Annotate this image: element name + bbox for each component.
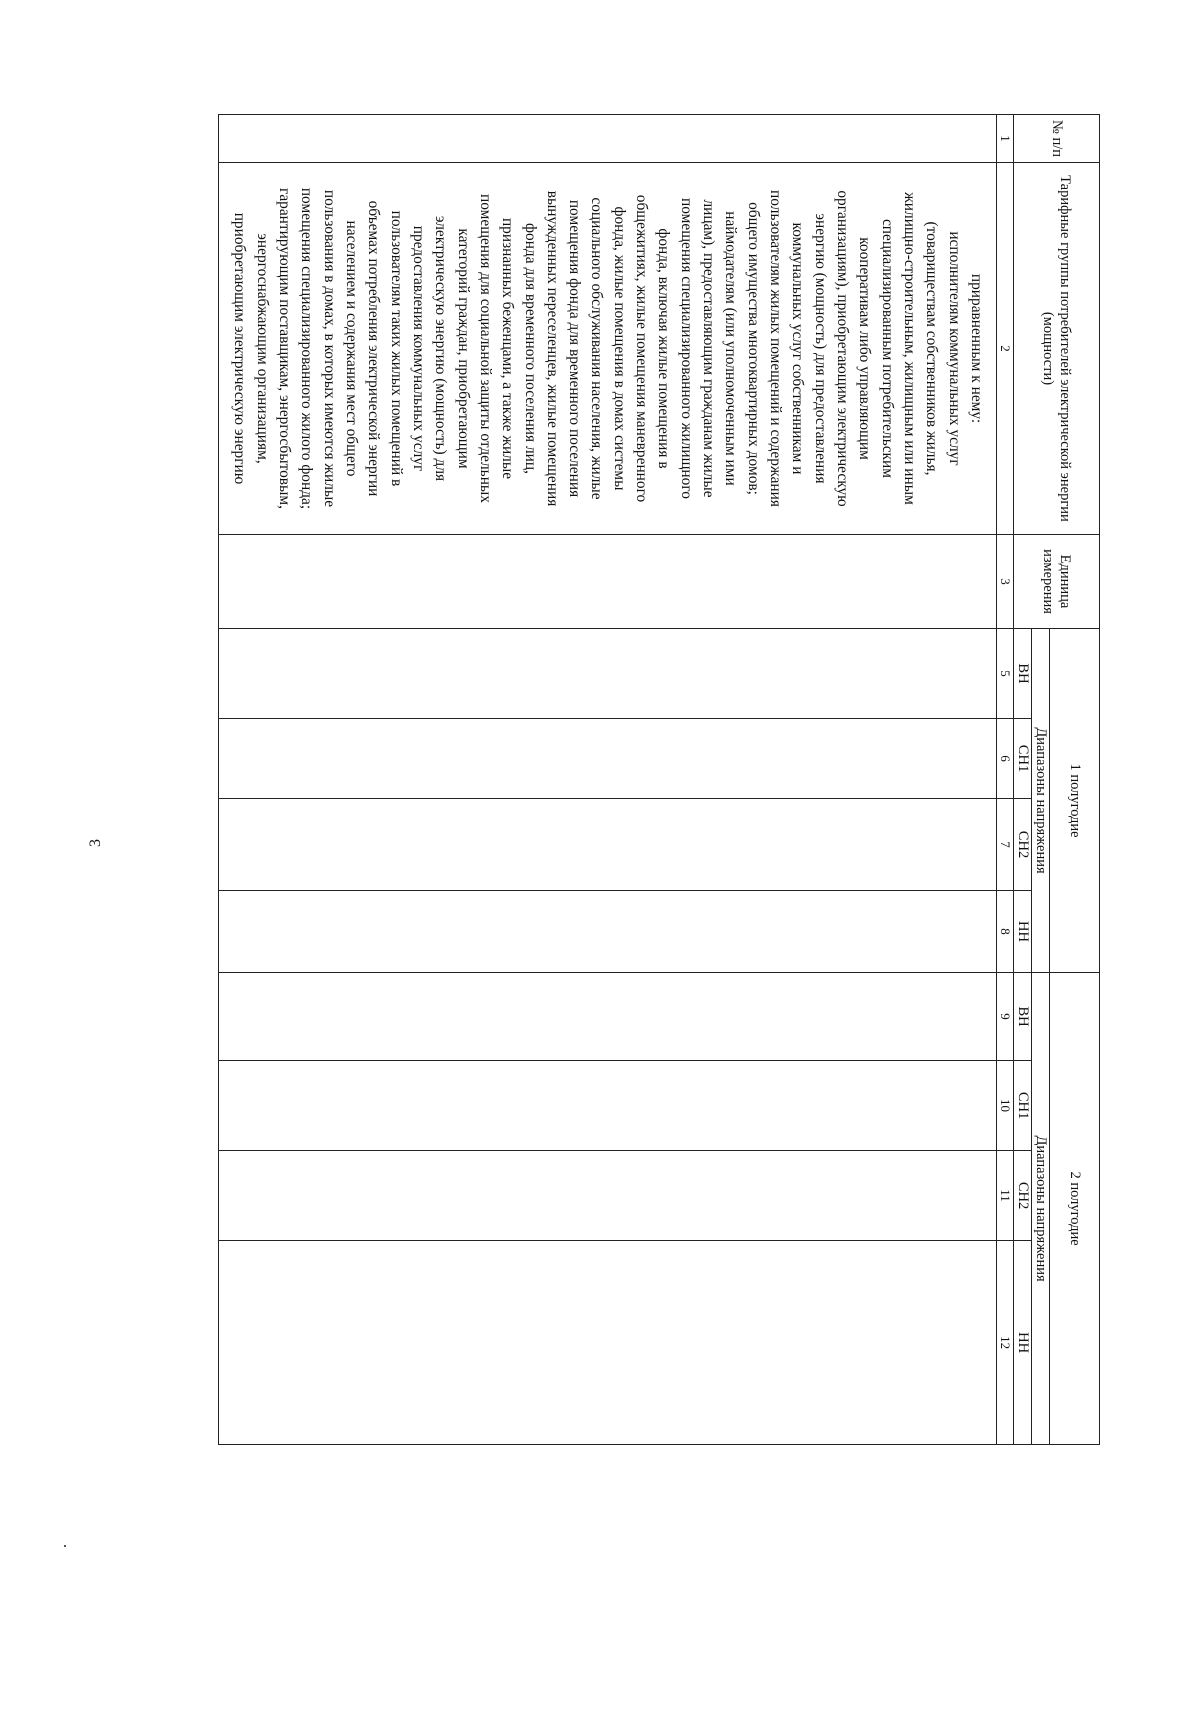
col-number: 12 [997,1241,1014,1445]
group-text-line: общежитиях, жилые помещения маневренного [633,194,651,503]
group-text-line: общего имущества многоквартирных домов; [744,202,762,495]
group-text-line: пользования в домах, в которых имеются жилые [320,189,338,508]
group-text-line: предоставления коммунальных услуг [409,225,427,472]
col-number: 11 [997,1151,1014,1241]
value-cell [219,1241,997,1445]
group-text-line: специализированным потребительским [878,218,896,479]
group-text-line: фонда, включая жилые помещения в [655,228,673,469]
voltage-sn2-half2: СН2 [1014,1151,1032,1241]
group-text-line: кооперативам либо управляющим [856,237,874,460]
voltage-sn2-half1: СН2 [1014,799,1032,891]
group-text-line: энергоснабжающим организациям, [253,233,271,464]
voltage-sn1-half2: СН1 [1014,1061,1032,1151]
group-text-line: организациям), приобретающим электрическую [834,190,852,507]
group-text-line: фонда для временного поселения лиц, [521,223,539,474]
group-text-line: помещения для социальной защиты отдельных [476,194,494,503]
col-number: 6 [997,719,1014,799]
value-cell [219,799,997,891]
group-text-line: населением и содержания мест общего [342,220,360,477]
group-text-line: лицам), предоставляющим гражданам жилые [700,199,718,498]
col-header-num: № п/п [1014,115,1100,163]
group-text-line: жилищно-строительным, жилищным или иным [901,192,919,505]
value-cell [219,1061,997,1151]
value-cell [219,891,997,973]
group-text-line: фонда, жилые помещения в домах системы [610,206,628,491]
group-text-line: приравненным к нему: [968,273,986,424]
table-row [219,115,997,1445]
tariff-group-description [219,163,997,535]
col-number: 8 [997,891,1014,973]
group-text-line: исполнителям коммунальных услуг [945,231,963,466]
group-text-line: электрическую энергию (мощность) для [432,215,450,482]
group-text-line: коммунальных услуг собственникам и [789,222,807,475]
col-number: 9 [997,973,1014,1061]
row-unit-cell [219,535,997,629]
voltage-sn1-half1: СН1 [1014,719,1032,799]
col-number: 5 [997,629,1014,719]
page-number: 3 [87,839,104,847]
scan-speck [64,1545,66,1547]
group-text-line: энергию (мощность) для предоставления [811,213,829,484]
voltage-nn-half1: НН [1014,891,1032,973]
voltage-vn-half2: ВН [1014,973,1032,1061]
voltage-ranges-half1: Диапазоны напряжения [1032,629,1050,973]
col-number: 2 [997,163,1014,535]
value-cell [219,1151,997,1241]
value-cell [219,973,997,1061]
group-text-line: объемах потребления электрической энергии [365,200,383,497]
col-header-groups: Тарифные группы потребителей электрической энергии (мощности) [1014,163,1100,535]
value-cell [219,719,997,799]
col-number: 7 [997,799,1014,891]
group-text-line: социального обслуживания населения, жилые [588,197,606,500]
col-header-unit: Единица измерения [1014,535,1100,629]
group-text-line: приобретающим электрическую энергию [231,212,249,485]
group-text-line: пользователям таких жилых помещений в [387,210,405,487]
group-text-line: (товариществам собственников жилья, [923,221,941,476]
col-number: 10 [997,1061,1014,1151]
group-text-line: наймодателям (или уполномоченным ими [722,211,740,486]
voltage-nn-half2: НН [1014,1241,1032,1445]
group-text-line: помещения специализированного жилищного [677,198,695,499]
col-header-half1: 1 полугодие [1050,629,1100,973]
voltage-ranges-half2: Диапазоны напряжения [1032,973,1050,1445]
group-text-line: помещения специализированного жилого фонда; [298,187,316,510]
group-text-line: пользователям жилых помещений и содержания [767,190,785,507]
group-text-line: категорий граждан, приобретающим [454,228,472,469]
row-num-cell [219,115,997,163]
col-number: 3 [997,535,1014,629]
group-text-line: гарантирующим поставщикам, энергосбытовым, [275,188,293,509]
voltage-vn-half1: ВН [1014,629,1032,719]
tariff-table [218,114,1100,1445]
group-text-line: помещения фонда для временного поселения [566,199,584,498]
group-text-line: признанных беженцами, а также жилые [499,217,517,480]
group-text-line: вынужденных переселенцев, жилые помещения [543,190,561,507]
col-number: 1 [997,115,1014,163]
value-cell [219,629,997,719]
col-header-half2: 2 полугодие [1050,973,1100,1445]
tariff-table-rotated [218,114,1100,1444]
